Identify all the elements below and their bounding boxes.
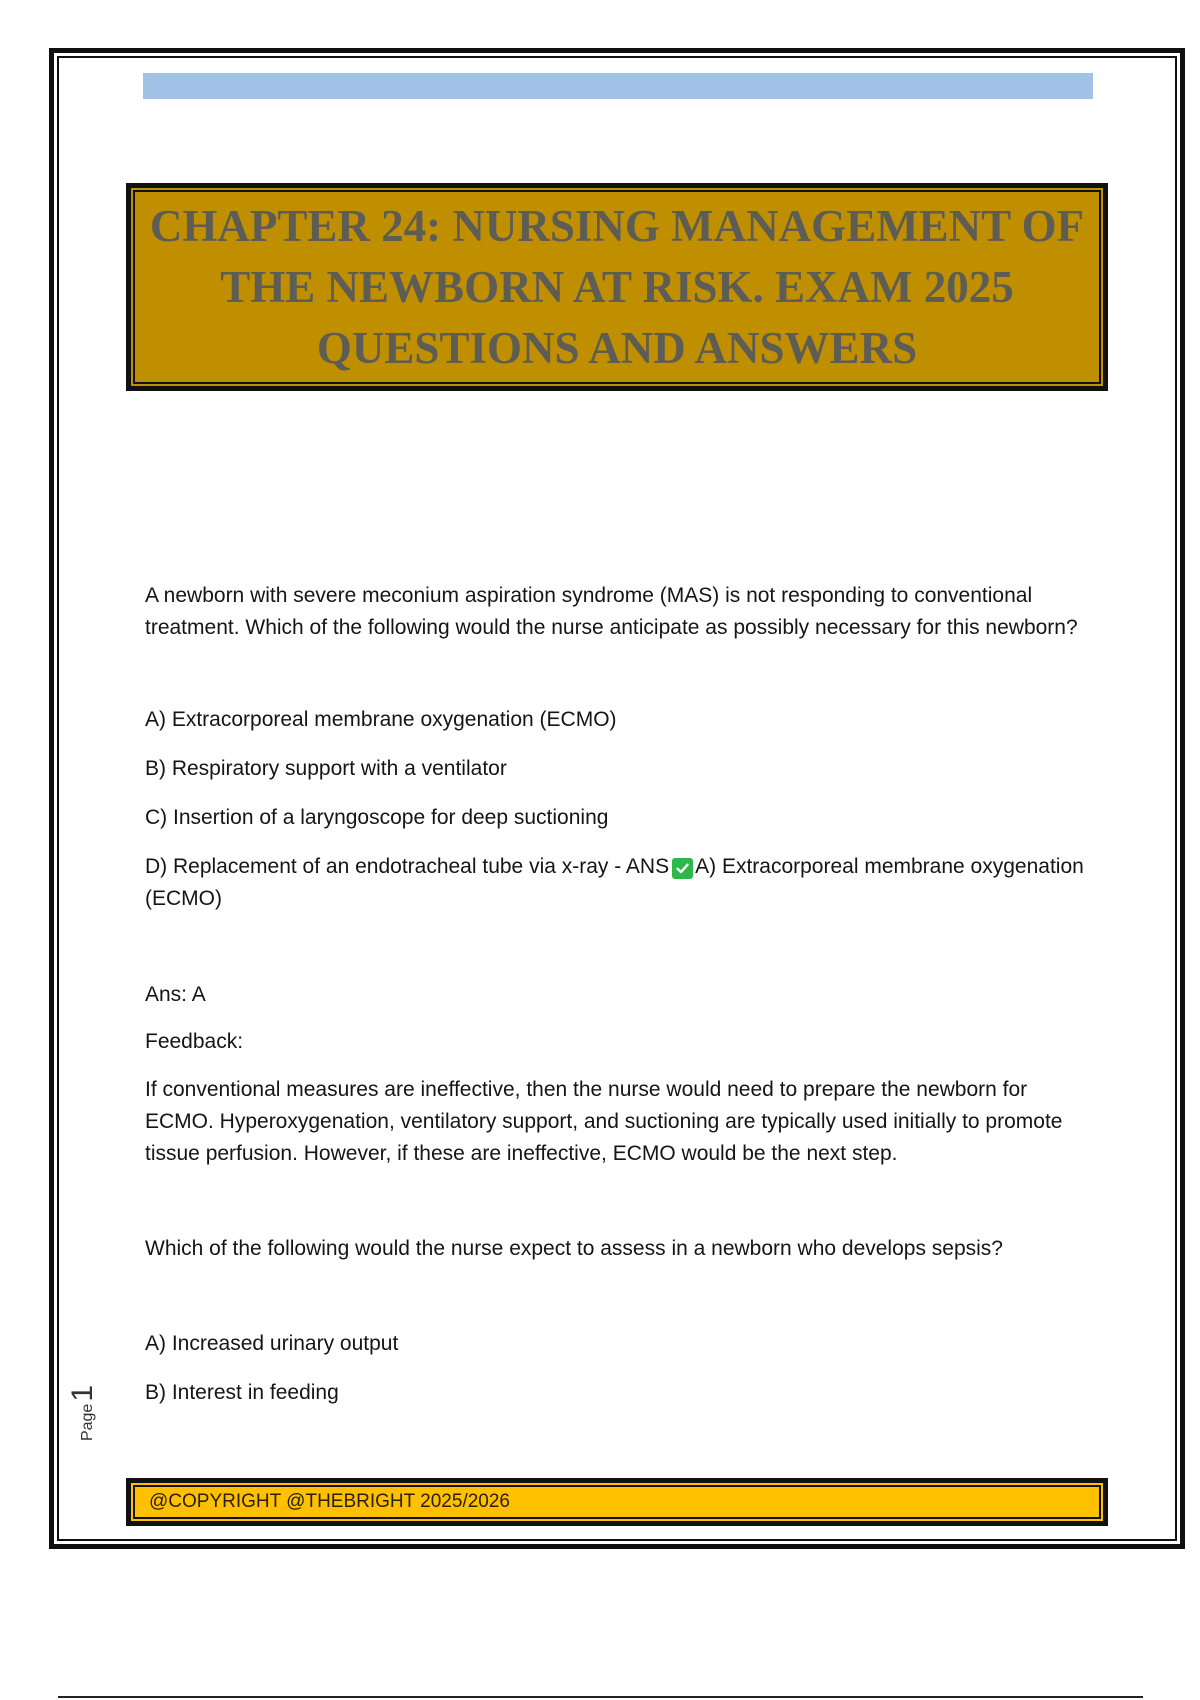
- question-1-feedback-label: Feedback:: [145, 1030, 244, 1053]
- document-body: [145, 580, 1090, 1426]
- footer-copyright: @COPYRIGHT @THEBRIGHT 2025/2026: [149, 1491, 510, 1512]
- title-banner: [126, 183, 1108, 391]
- question-1-option-d-text: D) Replacement of an endotracheal tube via x-ray - ANS: [145, 855, 670, 878]
- question-2-option-b: B) Interest in feeding: [145, 1381, 339, 1404]
- question-1-option-d: [145, 851, 1090, 915]
- page-number-label: [60, 1383, 106, 1443]
- question-1-answer-inline: A) Extracorporeal membrane oxygenation (ECMO): [145, 855, 1084, 910]
- footer-banner: [126, 1478, 1108, 1526]
- question-2-option-a: A) Increased urinary output: [145, 1332, 399, 1355]
- page-number-rotated: [66, 1385, 100, 1441]
- page-word: Page: [79, 1403, 96, 1442]
- page-number: 1: [66, 1384, 99, 1402]
- question-1-text: A newborn with severe meconium aspiration syndrome (MAS) is not responding to conventional treatment. Which of the following would the nurse anticipate as possibly necessary for this newborn?: [145, 584, 1078, 639]
- question-1-feedback-text: If conventional measures are ineffective, then the nurse would need to prepare the newborn for ECMO. Hyperoxygenation, ventilatory support, and suctioning are typically used initially to promote tissue perfusion. However, if these are ineffective, ECMO would be the next step.: [145, 1078, 1063, 1165]
- question-1-answer-line: Ans: A: [145, 983, 206, 1006]
- header-color-bar: [143, 73, 1093, 99]
- question-1-option-b: B) Respiratory support with a ventilator: [145, 757, 507, 780]
- question-1-option-c: C) Insertion of a laryngoscope for deep suctioning: [145, 806, 609, 829]
- check-mark-icon: [672, 858, 693, 879]
- bottom-rule: [58, 1696, 1143, 1698]
- question-2-text: Which of the following would the nurse expect to assess in a newborn who develops sepsis?: [145, 1237, 1003, 1260]
- document-title: CHAPTER 24: NURSING MANAGEMENT OF THE NEWBORN AT RISK. EXAM 2025 QUESTIONS AND ANSWERS: [149, 200, 1085, 373]
- question-1-option-a: A) Extracorporeal membrane oxygenation (ECMO): [145, 708, 617, 731]
